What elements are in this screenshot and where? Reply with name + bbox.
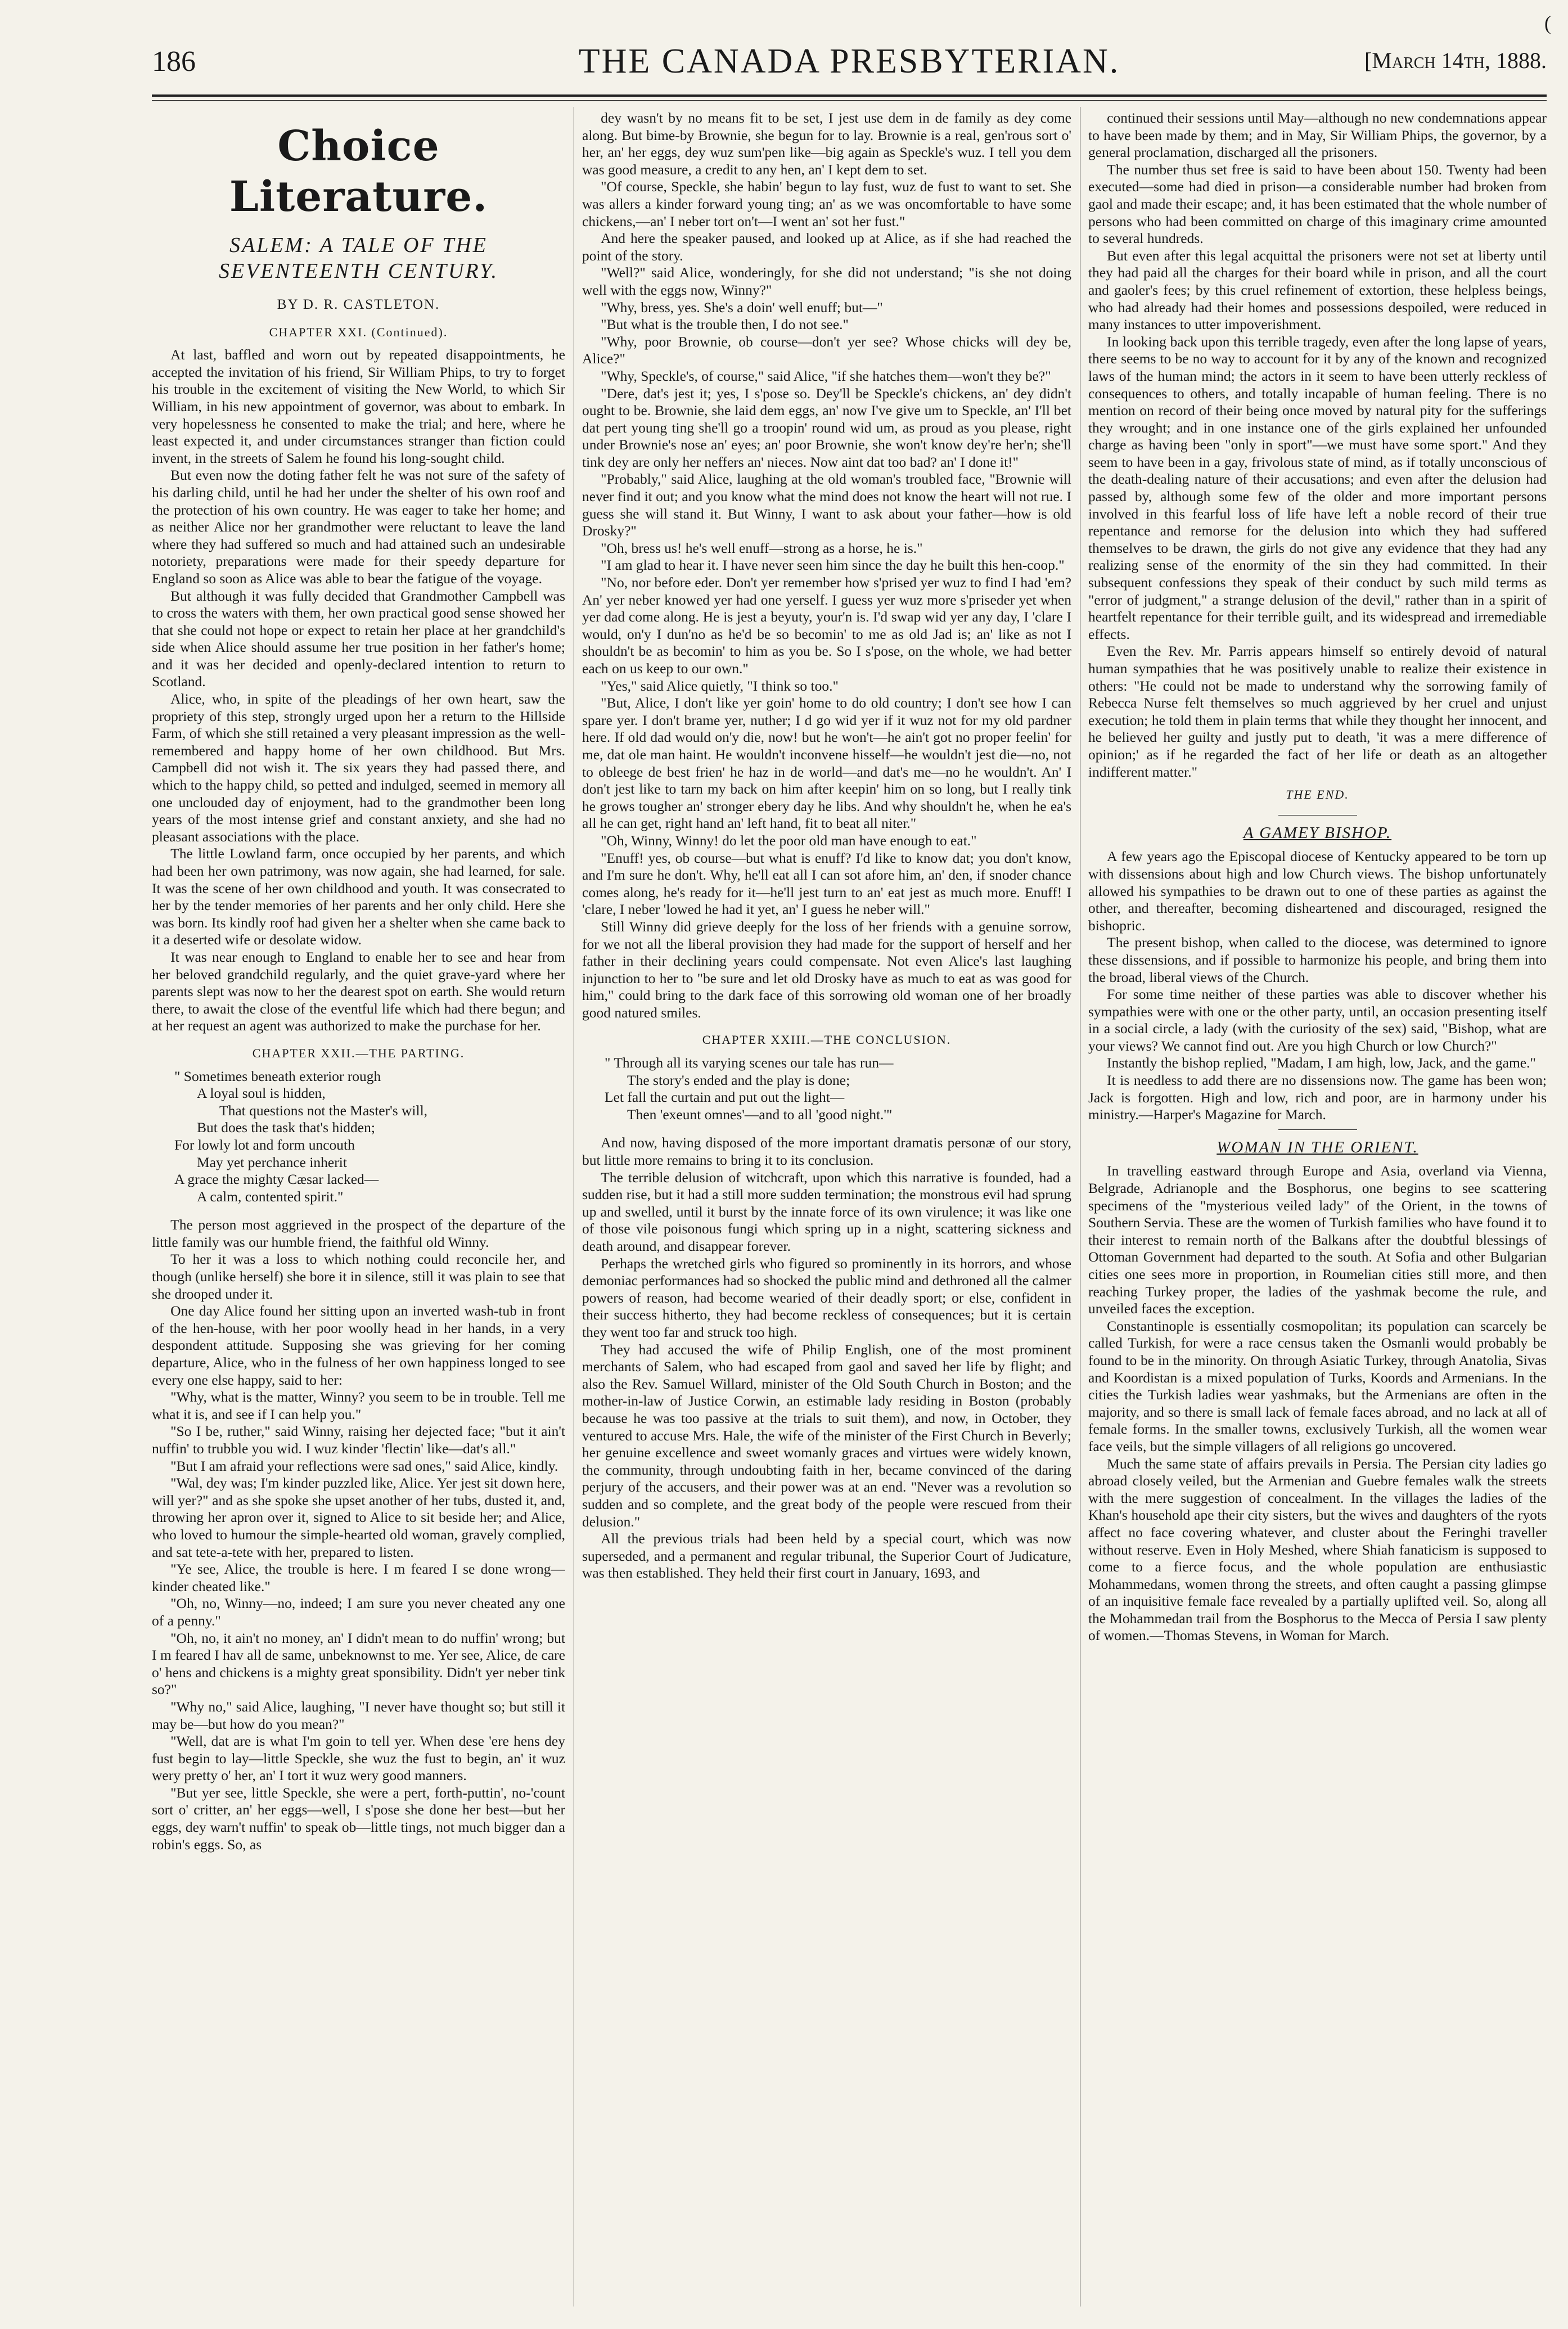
chapter-heading: CHAPTER XXIII.—THE CONCLUSION. xyxy=(702,1033,952,1047)
paragraph: A few years ago the Episcopal diocese of Kentucky appeared to be torn up with dissensions about high and low Church views. The bishop unfortunately allowed his sympathies to be drawn out to one of these parties as against the other, and thereafter, becoming disheartened and discouraged, resigned the bishopric. xyxy=(1088,848,1547,934)
poem-epigraph xyxy=(605,1055,1071,1123)
story-byline: BY D. R. CASTLETON. xyxy=(277,297,440,312)
header-rule xyxy=(152,94,1547,97)
paragraph: "Well, dat are is what I'm goin to tell yer. When dese 'ere hens dey fust begin to lay—little Speckle, she wuz the fust to begin, an' it wuz wery pretty o' her, an' I tort it wuz wery good manners. xyxy=(152,1733,565,1784)
story-text xyxy=(582,1134,1071,1582)
poem-line: May yet perchance inherit xyxy=(197,1154,347,1170)
paragraph: Much the same state of affairs prevails in Persia. The Persian city ladies go abroad closely veiled, but the Armenian and Guebre females walk the streets with the mere suggestion of concealment. In the villages the ladies of the Khan's household ape their city sisters, but the wives and daughters of the ryots affect no face covering whatever, and cluster about the Feringhi traveller without reserve. Even in Holy Meshed, where Shiah fanaticism is supposed to come to a fierce focus, and the whole population are enthusiastic Mohammedans, women throng the streets, and often caught a passing glimpse of an inquisitive female face revealed by a partially uplifted veil. So, along all the Mohammedan trail from the Bosphorus to the Mecca of Persia I saw plenty of women.—Thomas Stevens, in Woman for March. xyxy=(1088,1455,1547,1644)
paragraph: To her it was a loss to which nothing could reconcile her, and though (unlike herself) she bore it in silence, still it was plain to see that she drooped under it. xyxy=(152,1251,565,1302)
paragraph: Still Winny did grieve deeply for the loss of her friends with a genuine sorrow, for we not all the liberal provision they had made for the support of herself and her father in their declining years could compensate. Not even Alice's last laughing injunction to her to "be sure and let old Drosky have as much to eat as was good for him," could bring to the dark face of this sorrowing old woman one of her broadly good natured smiles. xyxy=(582,918,1071,1021)
poem-line: A loyal soul is hidden, xyxy=(197,1085,326,1102)
poem-line: Let fall the curtain and put out the light— xyxy=(605,1089,845,1106)
paragraph: The terrible delusion of witchcraft, upon which this narrative is founded, had a sudden rise, but it had a still more sudden termination; the monstrous evil had sprung up and swelled, until it burst by the innate force of its own virulence; it was like one of those vile poisonous fungi which spring up in a night, scattering sickness and death around, and disappear forever. xyxy=(582,1169,1071,1254)
paragraph: One day Alice found her sitting upon an inverted wash-tub in front of the hen-house, with her poor woolly head in her hands, in a very despondent attitude. Supposing she was grieving for her coming departure, Alice, who in the fulness of her own happiness longed to see every one else happy, said to her: xyxy=(152,1303,565,1388)
paragraph: The person most aggrieved in the prospect of the departure of the little family was our humble friend, the faithful old Winny. xyxy=(152,1217,565,1250)
article-divider xyxy=(1278,1129,1357,1130)
chapter-heading: CHAPTER XXII.—THE PARTING. xyxy=(252,1046,465,1060)
paragraph: "Why, poor Brownie, ob course—don't yer see? Whose chicks will dey be, Alice?" xyxy=(582,333,1071,367)
story-text xyxy=(152,1217,565,1853)
column-3 xyxy=(1088,110,1547,2307)
paragraph: It was near enough to England to enable her to see and hear from her beloved grandchild regularly, and the quiet grave-yard where her parents slept was now to her the dearest spot on earth. She would return there, to await the close of the eventful life which had there begun; and at her request an agent was authorized to make the purchase for her. xyxy=(152,948,565,1034)
paragraph: The number thus set free is said to have been about 150. Twenty had been executed—some had died in prison—a considerable number had broken from gaol and made their escape; and, it has been estimated that the whole number of persons who had been committed on charge of this imaginary crime amounted to several hundreds. xyxy=(1088,161,1547,247)
paragraph: For some time neither of these parties was able to discover whether his sympathies were with one or the other party, until, an occasion presenting itself in a social circle, a lady (with the curiosity of the sex) said, "Bishop, what are your views? We cannot find out. Are you high Church or low Church?" xyxy=(1088,986,1547,1054)
article-title: WOMAN IN THE ORIENT. xyxy=(1216,1138,1418,1156)
column-1 xyxy=(152,110,565,2307)
page-corner-mark: ( xyxy=(1544,12,1551,34)
paragraph: "I am glad to hear it. I have never seen him since the day he built this hen-coop." xyxy=(601,557,1065,574)
newspaper-title: THE CANADA PRESBYTERIAN. xyxy=(578,42,1120,80)
paragraph: "Oh, Winny, Winny! do let the poor old man have enough to eat." xyxy=(601,832,977,849)
poem-epigraph xyxy=(174,1068,565,1206)
article-text xyxy=(1088,848,1547,1124)
paragraph: The present bishop, when called to the diocese, was determined to ignore these dissensions, and if possible to harmonize his people, and bring them into the broad, liberal views of the Church. xyxy=(1088,934,1547,985)
story-text xyxy=(152,346,565,1035)
paragraph: "Why, bress, yes. She's a doin' well enuff; but—" xyxy=(601,299,883,316)
article-text xyxy=(1088,1163,1547,1645)
story-text xyxy=(582,110,1071,1021)
paragraph: "But I am afraid your reflections were sad ones," said Alice, kindly. xyxy=(170,1457,558,1474)
poem-line: " Sometimes beneath exterior rough xyxy=(174,1067,381,1084)
column-2 xyxy=(582,110,1071,2307)
paragraph: "Why no," said Alice, laughing, "I never have thought so; but still it may be—but how do you mean?" xyxy=(152,1698,565,1732)
paragraph: But although it was fully decided that Grandmother Campbell was to cross the waters with them, her own practical good sense showed her that she could not hope or expect to retain her place at her grandchild's side when Alice should assume her true position in her father's home; and it was her decided and openly-declared intention to return to Scotland. xyxy=(152,587,565,690)
paragraph: Alice, who, in spite of the pleadings of her own heart, saw the propriety of this step, strongly urged upon her a return to the Hillside Farm, of which she still retained a very pleasant impression as the well-remembered and happy home of her own childhood. But Mrs. Campbell did not wish it. The six years they had passed there, and which to the happy child, so petted and indulged, seemed in memory all one unclouded day of enjoyment, had to the grandmother been long years of the most intense grief and constant anxiety, and she had no pleasant associations with the place. xyxy=(152,691,565,845)
paragraph: They had accused the wife of Philip English, one of the most prominent merchants of Salem, who had escaped from gaol and saved her life by flight; and also the Rev. Samuel Willard, minister of the Old South Church in Boston; and the mother-in-law of Justice Corwin, an estimable lady residing in Boston (probably because he was too passive at the trials to suit them), and now, in October, they ventured to accuse Mrs. Hale, the wife of the minister of the First Church in Beverly; her genuine excellence and sweet womanly graces and virtues were widely known, the community, through undoubting faith in her, became convinced of the daring perjury of the accusers, and their power was at an end. "Never was a revolution so sudden and so complete, and the great body of the people were rescued from their delusion." xyxy=(582,1341,1071,1530)
section-masthead: Choice Literature. xyxy=(229,122,488,221)
paragraph: "Yes," said Alice quietly, "I think so too." xyxy=(601,677,839,694)
article-divider xyxy=(1278,815,1357,816)
paragraph: In travelling eastward through Europe and Asia, overland via Vienna, Belgrade, Adrianople and the Bosphorus, one begins to see scattering specimens of the "mysterious veiled lady" of the Orient, in the towns of Southern Servia. These are the women of Turkish families who have found it to their interest to remain north of the Balkans after the doubtful blessings of Ottoman Government had departed to the south. At Sofia and other Bulgarian cities one sees more in proportion, in Roumelian cities still more, and then reaching Turkey proper, the ladies of the yashmak become the rule, and unveiled faces the exception. xyxy=(1088,1163,1547,1317)
paragraph: In looking back upon this terrible tragedy, even after the long lapse of years, there seems to be no way to account for it by any of the known and recognized laws of the human mind; the actors in it seem to have been utterly reckless of consequences to others, and totally incapable of human feeling. There is no mention on record of their being once moved by natural pity for the sufferings they wrought; and in one instance one of the girls explained her unfounded charge as having been "only in sport"—we must have some sport." And they seem to have been in a gay, frivolous state of mind, as if totally unconscious of the death-dealing nature of their accusations; and even after the delusion had passed by, although some few of the older and more important persons involved in this fearful loss of life have left a noble record of their true repentance and remorse for the delusion into which they had suffered themselves to be drawn, the girls do not give any evidence that they had any realizing sense of the enormity of the sin they had committed. In their subsequent confessions they speak of their conduct by such mild terms as "error of judgment," a strange delusion of the devil," rather than in a spirit of heartfelt repentance for their terrible guilt, and its widespread and irremediable effects. xyxy=(1088,333,1547,642)
paragraph: And here the speaker paused, and looked up at Alice, as if she had reached the point of the story. xyxy=(582,230,1071,264)
story-end: THE END. xyxy=(1286,787,1349,802)
paragraph: "But, Alice, I don't like yer goin' home to do old country; I don't see how I can spare yer. I don't brame yer, nuther; I d go wid yer if it wuz not for my old pardner here. If old dad would on'y die, now! but he won't—he ain't got no proper feelin' for me, dat ole man haint. He wouldn't inconvene hisself—he wouldn't jest die—no, not to obleege de best frien' he haz in de world—and dat's me—no he wouldn't. An' I don't jest like to tarn my back on him after keepin' him on so long, but I really tink he grows tougher an' stronger ebery day he libs. And why shouldn't he, when he ea's all he can get, right hand an' left hand, fit to beat all niter." xyxy=(582,695,1071,832)
paragraph: Instantly the bishop replied, "Madam, I am high, low, Jack, and the game." xyxy=(1107,1055,1536,1071)
paragraph: "Probably," said Alice, laughing at the old woman's troubled face, "Brownie will never find it out; and you know what the mind does not know the heart will not rue. I guess she will stand it. But Winny, I want to ask about your father—how is old Drosky?" xyxy=(582,471,1071,539)
paragraph: "Enuff! yes, ob course—but what is enuff? I'd like to know dat; you don't know, and I'm sure he don't. Why, he'll eat all I can sot afore him, an' den, if snoder chance comes along, he's ready for it—he'll jest turn to an' eat jest as much more. Enuff! I 'clare, I neber 'lowed he had it yet, an' I guess he neber will." xyxy=(582,849,1071,918)
paragraph: "Dere, dat's jest it; yes, I s'pose so. Dey'll be Speckle's chickens, an' dey didn't ought to be. Brownie, she laid dem eggs, an' now I've give um to Speckle, an' I'll bet dat pert young ting she'll go a troopin' round wid um, as proud as you please, right under Brownie's nose an' eyes; an' poor Brownie, she won't know dey're her'n; she'll tink dey are only her neffers an' nieces. Now aint dat too bad? an' I done it!" xyxy=(582,385,1071,470)
paragraph: At last, baffled and worn out by repeated disappointments, he accepted the invitation of his friend, Sir William Phips, to try to forget his trouble in the excitement of visiting the New World, to which Sir William, in his new appointment of governor, was about to embark. In very hopelessness he consented to make the trial; and here, where he least expected it, and under circumstances stranger than fiction could invent, in the streets of Salem he found his long-sought child. xyxy=(152,346,565,466)
article-title: A GAMEY BISHOP. xyxy=(1243,823,1392,842)
paragraph: Even the Rev. Mr. Parris appears himself so entirely devoid of natural human sympathies that he was positively unable to realize their existence in others: "He could not be made to understand why the sorrowing family of Rebecca Nurse felt themselves so much aggrieved by her cruel and unjust execution; he told them in plain terms that while they thought her innocent, and he believed her guilty and justly put to death, 'it was a mere difference of opinion;' as if he regarded the fact of her life or death as an altogether indifferent matter." xyxy=(1088,643,1547,780)
poem-line: But does the task that's hidden; xyxy=(197,1119,375,1136)
page-header xyxy=(152,22,1547,96)
paragraph: Constantinople is essentially cosmopolitan; its population can scarcely be called Turkish, for were a race census taken the Osmanli would probably be found to be in the minority. On through Asiatic Turkey, through Anatolia, Sivas and Koordistan is a mixed population of Turks, Koords and Armenians. In the cities the Turkish ladies wear yashmaks, but the Armenians are often in the majority, and so there is small lack of female faces abroad, and no lack at all of female forms. In the smaller towns, exclusively Turkish, all the women wear face veils, but the simple villagers of all religions go uncovered. xyxy=(1088,1317,1547,1454)
issue-date: [March 14th, 1888. xyxy=(1364,48,1547,73)
paragraph: "But what is the trouble then, I do not see." xyxy=(601,316,849,333)
story-title: SALEM: A TALE OF THE SEVENTEENTH CENTURY. xyxy=(218,233,499,283)
paragraph: continued their sessions until May—although no new condemnations appear to have been made by them; and in May, Sir William Phips, the governor, by a general proclamation, discharged all the prisoners. xyxy=(1088,110,1547,161)
paragraph: dey wasn't by no means fit to be set, I jest use dem in de family as dey come along. But bime-by Brownie, she begun for to lay. Brownie is a real, gen'rous sort o' her, an' her eggs, dey wuz sum'pen like—big again as Speckle's wuz. I tell you dem was good measure, a credit to any hen, an' I kept dem to set. xyxy=(582,110,1071,178)
poem-line: That questions not the Master's will, xyxy=(219,1102,428,1119)
chapter-heading: CHAPTER XXI. (Continued). xyxy=(269,325,448,339)
paragraph: But even now the doting father felt he was not sure of the safety of his darling child, until he had her under the shelter of his own roof and the protection of his own country. He was eager to take her home; and as neither Alice nor her grandmother were reluctant to leave the land where they had suffered so much and had attained such an undesirable notoriety, preparations were made for their speedy departure for England so soon as Alice was able to bear the fatigue of the voyage. xyxy=(152,467,565,587)
paragraph: "Oh, no, it ain't no money, an' I didn't mean to do nuffin' wrong; but I m feared I hav all de same, unbeknownst to me. Yer see, Alice, de care o' hens and chickens is a mighty great sponsibility. Didn't yer neber tink so?" xyxy=(152,1629,565,1698)
paragraph: "But yer see, little Speckle, she were a pert, forth-puttin', no-'count sort o' critter, an' her eggs—well, I s'pose she done her best—but her eggs, dey warn't nuffin' to speak ob—little tings, not much bigger dan a robin's eggs. So, as xyxy=(152,1784,565,1853)
poem-line: For lowly lot and form uncouth xyxy=(174,1136,355,1153)
poem-line: Then 'exeunt omnes'—and to all 'good night.'" xyxy=(627,1106,893,1123)
paragraph: "Ye see, Alice, the trouble is here. I m feared I se done wrong—kinder cheated like." xyxy=(152,1561,565,1594)
paragraph: And now, having disposed of the more important dramatis personæ of our story, but little more remains to bring it to its conclusion. xyxy=(582,1134,1071,1169)
story-text xyxy=(1088,110,1547,781)
paragraph: It is needless to add there are no dissensions now. The game has been won; Jack is forgotten. High and low, rich and poor, are in harmony under his ministry.—Harper's Magazine for March. xyxy=(1088,1072,1547,1123)
paragraph: "Well?" said Alice, wonderingly, for she did not understand; "is she not doing well with the eggs now, Winny?" xyxy=(582,264,1071,298)
poem-line: The story's ended and the play is done; xyxy=(627,1071,850,1088)
paragraph: "So I be, ruther," said Winny, raising her dejected face; "but it ain't nuffin' to trubble you wid. I wuz kinder 'flectin' like—dat's all." xyxy=(152,1423,565,1457)
paragraph: "Oh, no, Winny—no, indeed; I am sure you never cheated any one of a penny." xyxy=(152,1595,565,1629)
page-number: 186 xyxy=(152,46,196,78)
paragraph: But even after this legal acquittal the prisoners were not set at liberty until they had paid all the charges for their board while in prison, and all the court and gaoler's fees; by this cruel refinement of extortion, these helpless beings, who had already had their homes and possessions despoiled, were reduced in many instances to utter impoverishment. xyxy=(1088,247,1547,333)
header-rule-thin xyxy=(152,100,1547,101)
paragraph: "No, nor before eder. Don't yer remember how s'prised yer wuz to find I had 'em? An' yer neber knowed yer had one yerself. I guess yer wuz more s'priseder yet when yer dad come along. He is jest a beyuty, your'n is. I'd swap wid yer any day, I 'clare I would, on'y I dun'no as he'd be so becomin' to me as old Jad is; an' like as not I shouldn't be as becomin' to him as you be. So I s'pose, on the whole, we had better each on us keep to our own." xyxy=(582,574,1071,677)
poem-line: A grace the mighty Cæsar lacked— xyxy=(174,1171,379,1188)
paragraph: "Of course, Speckle, she habin' begun to lay fust, wuz de fust to want to set. She was allers a kinder forward young ting; an' as we was oncomfortable to have some chickens,—an' I neber tort on't—I went an' sot her fust." xyxy=(582,178,1071,229)
paragraph: The little Lowland farm, once occupied by her parents, and which had been her own patrimony, was now again, she had learned, for sale. It was the scene of her own childhood and youth. It was consecrated to her by the tender memories of her parents and her only child. Here she was born. Its kindly roof had given her a shelter when she came back to it a deserted wife or desolate widow. xyxy=(152,845,565,948)
poem-line: " Through all its varying scenes our tale has run— xyxy=(605,1055,894,1071)
paragraph: "Why, what is the matter, Winny? you seem to be in trouble. Tell me what it is, and see if I can help you." xyxy=(152,1389,565,1422)
paragraph: Perhaps the wretched girls who figured so prominently in its horrors, and whose demoniac performances had so shocked the public mind and dethroned all the calmer powers of reason, had become wearied of their deadly sport; or else, confident in their success hitherto, they had become reckless of consequences; but it is certain they went too far and struck too high. xyxy=(582,1255,1071,1340)
paragraph: All the previous trials had been held by a special court, which was now superseded, and a permanent and regular tribunal, the Superior Court of Judicature, was then established. They held their first court in January, 1693, and xyxy=(582,1530,1071,1582)
paragraph: "Oh, bress us! he's well enuff—strong as a horse, he is." xyxy=(601,539,923,556)
paragraph: "Wal, dey was; I'm kinder puzzled like, Alice. Yer jest sit down here, will yer?" and as she spoke she upset another of her tubs, dusted it, and, throwing her apron over it, signed to Alice to sit beside her; and Alice, who loved to humour the simple-hearted old woman, gravely complied, and sat tete-a-tete with her, prepared to listen. xyxy=(152,1475,565,1560)
poem-line: A calm, contented spirit." xyxy=(197,1188,344,1205)
paragraph: "Why, Speckle's, of course," said Alice, "if she hatches them—won't they be?" xyxy=(601,367,1051,384)
